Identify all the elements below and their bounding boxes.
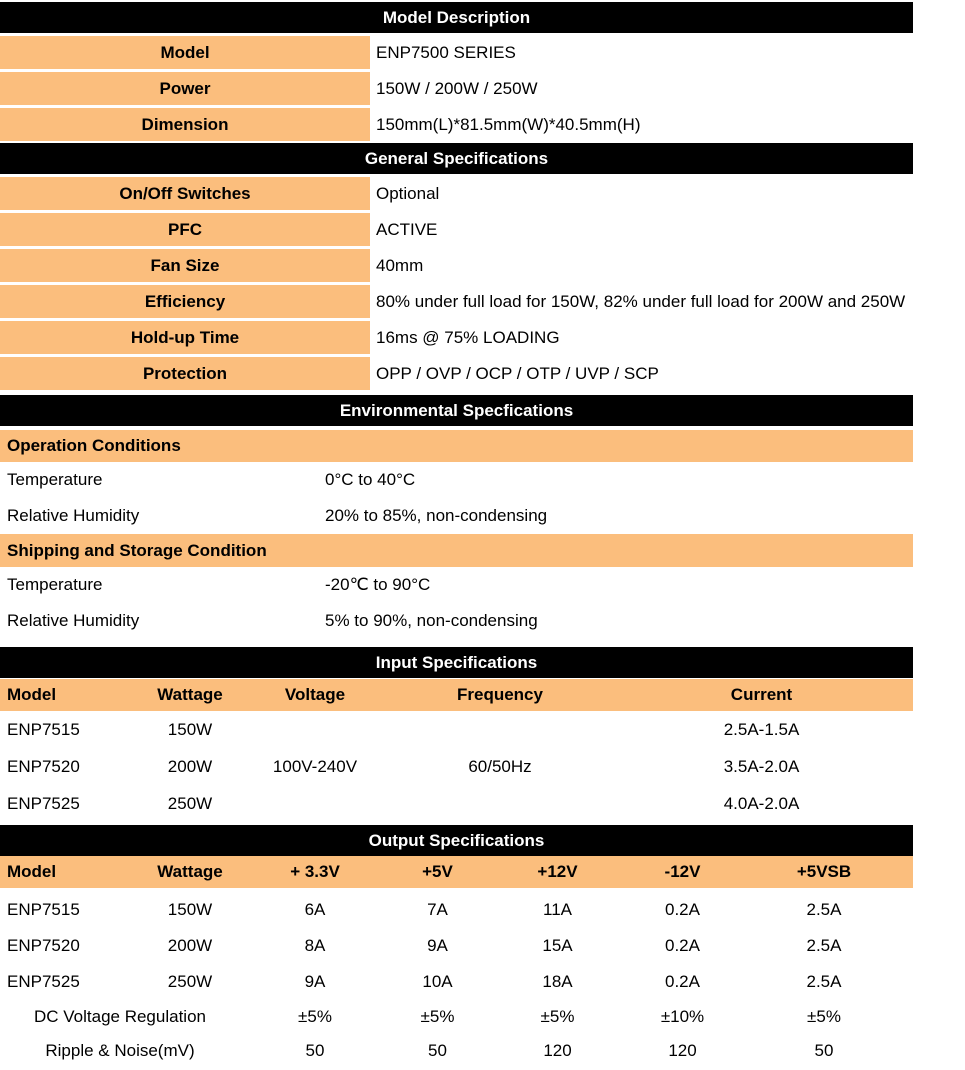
- row-label: Temperature: [7, 575, 103, 594]
- table-cell: 50: [428, 1041, 447, 1060]
- section-title-general-specifications: General Specifications: [0, 143, 913, 174]
- table-row: [0, 177, 913, 210]
- column-header: Model: [7, 685, 57, 704]
- spec-sheet: [0, 2, 913, 1068]
- table-cell: 10A: [422, 972, 453, 991]
- table-cell: ENP7525: [7, 793, 80, 813]
- row-value: 80% under full load for 150W, 82% under full load for 200W and 250W: [376, 292, 906, 311]
- table-row: [0, 567, 913, 603]
- row-label: Protection: [0, 357, 370, 390]
- table-cell: 0.2A: [665, 936, 700, 955]
- row-label: Model: [0, 36, 370, 69]
- table-cell: 9A: [304, 972, 326, 991]
- row-label: PFC: [0, 213, 370, 246]
- table-cell: ±10%: [660, 1007, 705, 1026]
- row-label: Relative Humidity: [7, 611, 140, 630]
- table-cell: ±5%: [807, 1007, 841, 1026]
- table-cell: 150W: [167, 900, 213, 919]
- table-cell: 250W: [167, 972, 213, 991]
- column-header: +5V: [422, 862, 453, 881]
- subsection-header-shipping-storage: Shipping and Storage Condition: [0, 534, 913, 567]
- row-label: On/Off Switches: [0, 177, 370, 210]
- column-header: -12V: [664, 862, 701, 881]
- table-cell: 4.0A-2.0A: [723, 793, 800, 813]
- table-row: [0, 928, 913, 964]
- row-label: Relative Humidity: [7, 506, 140, 525]
- table-row: [0, 213, 913, 246]
- table-cell: 2.5A: [806, 936, 842, 955]
- column-header: Model: [7, 862, 57, 881]
- table-cell: 50: [814, 1041, 834, 1060]
- table-cell: 100V-240V: [272, 756, 358, 776]
- table-row: [0, 1034, 913, 1068]
- table-row: [0, 892, 913, 928]
- table-cell: 120: [668, 1041, 697, 1060]
- row-label: Efficiency: [0, 285, 370, 318]
- table-cell: 2.5A: [806, 900, 842, 919]
- row-value: -20℃ to 90°C: [325, 575, 431, 594]
- row-label: Fan Size: [0, 249, 370, 282]
- section-title-input-specifications: Input Specifications: [0, 647, 913, 678]
- table-cell: 18A: [542, 972, 573, 991]
- table-cell: 250W: [167, 793, 213, 813]
- table-cell: ±5%: [420, 1007, 455, 1026]
- table-cell: 0.2A: [665, 972, 700, 991]
- output-specifications-section: [0, 825, 913, 1068]
- table-cell: 200W: [167, 936, 213, 955]
- table-row: [0, 748, 913, 785]
- environmental-specifications-section: [0, 395, 913, 639]
- table-row: [0, 603, 913, 639]
- table-cell: 9A: [427, 936, 448, 955]
- input-table-header: [0, 679, 913, 711]
- table-row: [0, 785, 913, 822]
- row-value: 16ms @ 75% LOADING: [376, 328, 560, 347]
- column-header: Wattage: [157, 685, 223, 704]
- row-value: 150W / 200W / 250W: [376, 79, 538, 98]
- row-value: 0°C to 40°C: [325, 470, 416, 489]
- table-row: [0, 964, 913, 1000]
- general-specifications-section: [0, 143, 913, 390]
- table-cell: ENP7515: [7, 719, 80, 739]
- row-value: 20% to 85%, non-condensing: [325, 506, 548, 525]
- output-table-header: [0, 856, 913, 888]
- table-cell: 15A: [542, 936, 573, 955]
- table-cell: ±5%: [298, 1007, 332, 1026]
- table-cell: 3.5A-2.0A: [723, 756, 800, 776]
- section-title-environmental-specifications: Environmental Specfications: [0, 395, 913, 426]
- table-cell: 11A: [543, 900, 572, 919]
- table-row: [0, 711, 913, 748]
- table-cell: 2.5A-1.5A: [723, 719, 800, 739]
- table-cell: 120: [543, 1041, 572, 1060]
- table-row: [0, 462, 913, 498]
- table-cell: 50: [305, 1041, 325, 1060]
- table-row: [0, 249, 913, 282]
- column-header: +12V: [537, 862, 578, 881]
- table-row: [0, 321, 913, 354]
- table-row: [0, 1000, 913, 1034]
- table-cell: ENP7525: [7, 972, 80, 991]
- table-cell: ENP7515: [7, 900, 80, 919]
- row-label: Hold-up Time: [0, 321, 370, 354]
- column-header: Wattage: [157, 862, 223, 881]
- table-cell: 2.5A: [806, 972, 842, 991]
- table-cell: 200W: [167, 756, 213, 776]
- row-label: Dimension: [0, 108, 370, 141]
- row-value: OPP / OVP / OCP / OTP / UVP / SCP: [376, 364, 659, 383]
- table-row: [0, 357, 913, 390]
- row-label: DC Voltage Regulation: [33, 1007, 206, 1026]
- table-row: [0, 498, 913, 534]
- row-value: ACTIVE: [376, 220, 438, 239]
- column-header: Current: [730, 685, 793, 704]
- table-row: [0, 72, 913, 105]
- table-cell: ±5%: [540, 1007, 575, 1026]
- column-header: Voltage: [284, 685, 346, 704]
- row-label: Temperature: [7, 470, 103, 489]
- table-cell: ENP7520: [7, 936, 80, 955]
- table-cell: 6A: [304, 900, 326, 919]
- table-cell: ENP7520: [7, 756, 80, 776]
- column-header: +5VSB: [796, 862, 852, 881]
- table-cell: 60/50Hz: [468, 756, 532, 776]
- row-label: Ripple & Noise(mV): [45, 1041, 195, 1060]
- row-value: 150mm(L)*81.5mm(W)*40.5mm(H): [376, 115, 641, 134]
- row-value: 5% to 90%, non-condensing: [325, 611, 538, 630]
- subsection-header-operation-conditions: Operation Conditions: [0, 430, 913, 462]
- table-cell: 7A: [427, 900, 448, 919]
- table-row: [0, 36, 913, 69]
- section-title-output-specifications: Output Specifications: [0, 825, 913, 856]
- table-cell: 8A: [304, 936, 326, 955]
- column-header: Frequency: [457, 685, 543, 704]
- section-title-model-description: Model Description: [0, 2, 913, 33]
- row-value: 40mm: [376, 256, 424, 275]
- table-cell: 150W: [167, 719, 213, 739]
- table-row: [0, 108, 913, 141]
- row-label: Power: [0, 72, 370, 105]
- table-cell: 0.2A: [665, 900, 700, 919]
- model-description-section: [0, 2, 913, 141]
- row-value: Optional: [376, 184, 440, 203]
- column-header: + 3.3V: [290, 862, 340, 881]
- row-value: ENP7500 SERIES: [376, 43, 516, 62]
- input-specifications-section: [0, 647, 913, 822]
- table-row: [0, 285, 913, 318]
